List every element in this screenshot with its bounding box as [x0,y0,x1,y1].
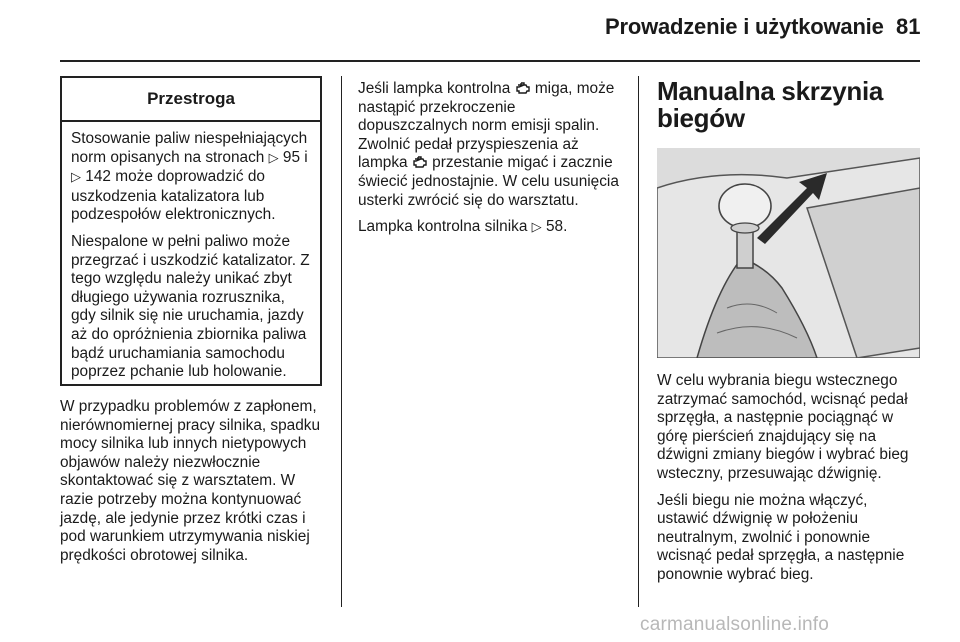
page-ref-arrow-icon: ▷ [268,150,279,166]
engine-lamp-ref-paragraph [358,218,628,238]
lamp-text-a: Jeśli lampka kontrolna [358,80,515,97]
column-2-text [358,80,628,246]
reverse-gear-paragraph: W celu wybrania biegu wstecznego zatrzymać samochód, wcisnąć pedał sprzęgła, a następnie pociągnąć w górę pierścień znajdujący się na dźwigni zmiany biegów i wybrać bieg wsteczny, przesuwając dźwignię. [657,372,909,482]
caution-text-mid: i [300,148,308,166]
gear-not-engaging-paragraph: Jeśli biegu nie można włączyć, ustawić dźwignię w położeniu neutralnym, zwolnić i ponownie wcisnąć pedał sprzęgła, a następnie ponownie wybrać bieg. [657,491,905,583]
page-header-title: Prowadzenie i użytkowanie [605,14,884,39]
page-ref-58[interactable]: 58 [545,218,564,236]
caution-body [62,122,320,382]
caution-heading: Przestroga [62,78,320,122]
caution-text: Stosowanie paliw niespełniających norm opisanych na stronach [71,130,308,166]
column-3-text [657,372,923,593]
caution-paragraph-2: Niespalone w pełni paliwo może przegrzać i uszkodzić katalizator. Z tego względu należy unikać zbyt długiego używania rozrusznika, gdy silnik się nie uruchamia, jazdy aż do opróżnienia zbiornika paliwa bądź uruchamiania samochodu poprzez pchanie lub holowanie. [71,232,310,381]
page-ref-arrow-icon: ▷ [531,220,542,236]
lamp-text-b: miga, może nastąpić przekroczenie dopuszczalnych norm emisji spalin. Zwolnić pedał przyspieszenia aż lampka [358,80,615,172]
column-1-text [60,398,328,573]
column-divider-1 [341,76,342,607]
engine-check-lamp-icon [515,81,531,95]
ignition-problems-paragraph: W przypadku problemów z zapłonem, nierównomiernej pracy silnika, spadku mocy silnika lub innych nietypowych objawów należy niezwłocznie skontaktować się z warsztatem. W razie potrzeby można kontynuować jazdę, ale jedynie przez krótki czas i pod warunkiem utrzymywania niskiej prędkości obrotowej silnika. [60,398,321,564]
engine-check-lamp-icon [412,155,428,169]
page-ref-142[interactable]: 142 [85,168,111,186]
lamp-ref-end: . [563,218,568,236]
gear-shift-lever-illustration [657,148,920,358]
caution-text-end: może doprowadzić do uszkodzenia katalizatora lub podzespołów elektronicznych. [71,168,276,224]
page-ref-arrow-icon: ▷ [71,170,81,186]
caution-box [60,76,322,386]
section-heading-manual-gearbox: Manualna skrzynia biegów [657,76,884,133]
page-number: 81 [896,14,921,39]
header-rule [60,60,920,62]
caution-paragraph-1 [71,130,311,225]
gear-shift-drawing [657,148,920,358]
lamp-text-c: przestanie migać i zacznie świecić jednostajnie. W celu usunięcia usterki zwrócić się do warsztatu. [358,154,619,209]
page-ref-95[interactable]: 95 [282,148,301,166]
lamp-ref-text: Lampka kontrolna silnika [358,218,532,236]
column-divider-2 [638,76,639,607]
engine-lamp-paragraph [358,80,628,210]
watermark: carmanualsonline.info [640,614,830,635]
